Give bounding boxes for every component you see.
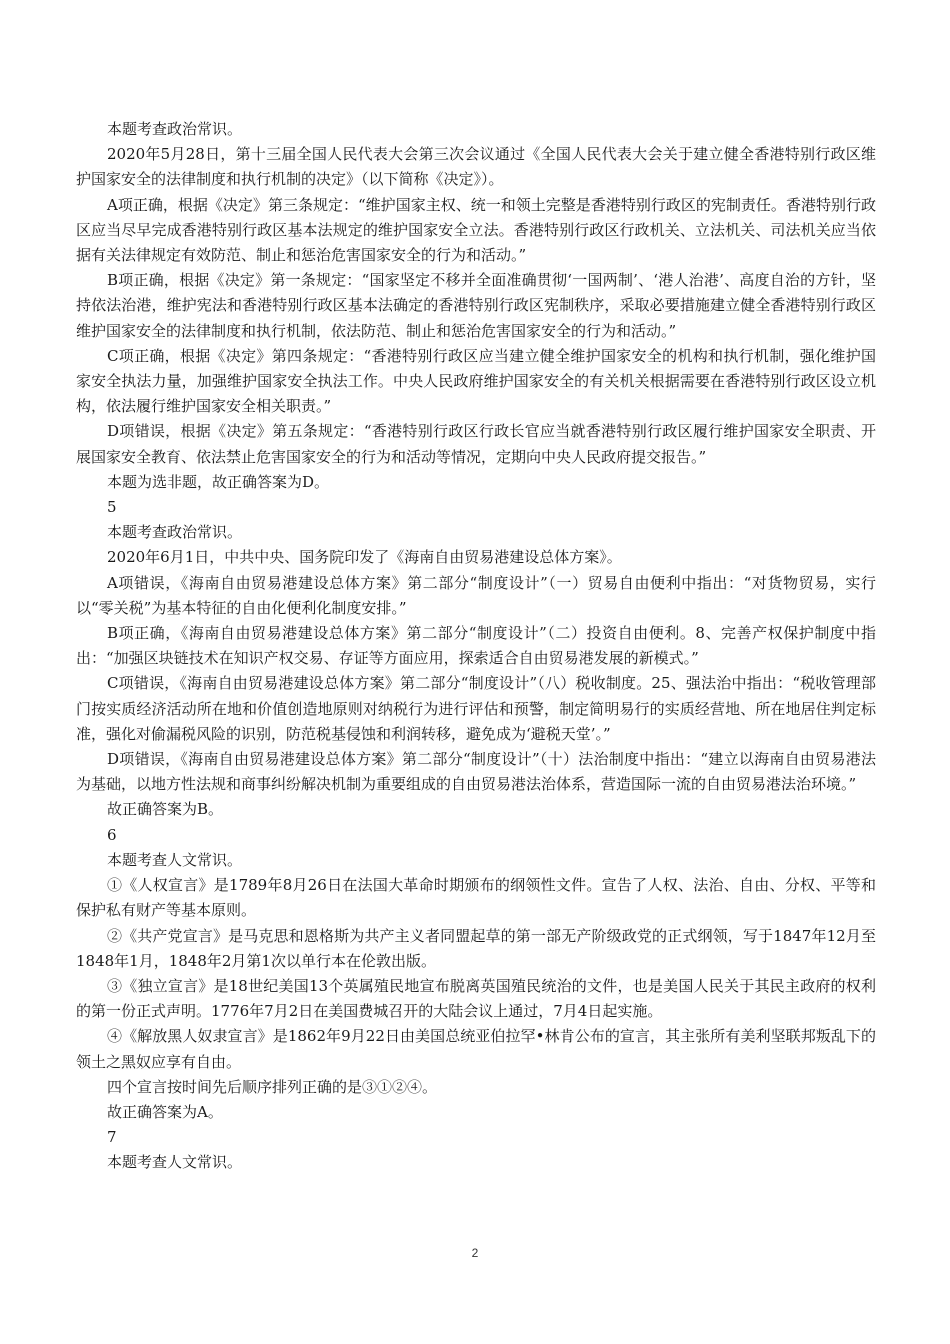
paragraph: C项错误，《海南自由贸易港建设总体方案》第二部分“制度设计”（八）税收制度。25、强法治中指出：“税收管理部门按实质经济活动所在地和价值创造地原则对纳税行为进行评估和预警，制定简明易行的实质经营地、所在地居住判定标准，强化对偷漏税风险的识别，防范税基侵蚀和利润转移，避免成为‘避税天堂’。” xyxy=(76,674,876,743)
paragraph: 本题考查人文常识。 xyxy=(107,1153,243,1172)
paragraph: B项正确，《海南自由贸易港建设总体方案》第二部分“制度设计”（二）投资自由便利。8、完善产权保护制度中指出：“加强区块链技术在知识产权交易、存证等方面应用，探索适合自由贸易港发展的新模式。” xyxy=(76,624,876,668)
paragraph: 故正确答案为A。 xyxy=(107,1102,223,1121)
paragraph: 故正确答案为B。 xyxy=(107,800,224,819)
paragraph: B项正确，根据《决定》第一条规定：“国家坚定不移并全面准确贯彻‘一国两制’、‘港人治港’、高度自治的方针，坚持依法治港，维护宪法和香港特别行政区基本法确定的香港特别行政区宪制秩序，采取必要措施建立健全香港特别行政区维护国家安全的法律制度和执行机制，依法防范、制止和惩治危害国家安全的行为和活动。” xyxy=(76,271,876,340)
paragraph: ③《独立宣言》是18世纪美国13个英属殖民地宣布脱离英国殖民统治的文件，也是美国人民关于其民主政府的权利的第一份正式声明。1776年7月2日在美国费城召开的大陆会议上通过，7月4日起实施。 xyxy=(76,976,876,1021)
question-number: 6 xyxy=(107,825,117,844)
question-number: 5 xyxy=(107,498,117,517)
paragraph: 2020年6月1日，中共中央、国务院印发了《海南自由贸易港建设总体方案》。 xyxy=(107,548,622,567)
paragraph: 四个宣言按时间先后顺序排列正确的是③①②④。 xyxy=(107,1077,438,1096)
paragraph: ②《共产党宣言》是马克思和恩格斯为共产主义者同盟起草的第一部无产阶级政党的正式纲领，写于1847年12月至1848年1月，1848年2月第1次以单行本在伦敦出版。 xyxy=(76,926,876,970)
paragraph: 本题考查政治常识。 xyxy=(107,120,243,138)
question-number: 7 xyxy=(107,1128,117,1147)
paragraph: 2020年5月28日，第十三届全国人民代表大会第三次会议通过《全国人民代表大会关于建立健全香港特别行政区维护国家安全的法律制度和执行机制的决定》（以下简称《决定》）。 xyxy=(76,145,876,189)
paragraph: ①《人权宣言》是1789年8月26日在法国大革命时期颁布的纲领性文件。宣告了人权、法治、自由、分权、平等和保护私有财产等基本原则。 xyxy=(76,876,876,920)
paragraph: A项错误，《海南自由贸易港建设总体方案》第二部分“制度设计”（一）贸易自由便利中指出：“对货物贸易，实行以“零关税”为基本特征的自由化便利化制度安排。” xyxy=(76,573,876,617)
paragraph: C项正确，根据《决定》第四条规定：“香港特别行政区应当建立健全维护国家安全的机构和执行机制，强化维护国家安全执法力量，加强维护国家安全执法工作。中央人民政府维护国家安全的有关机关根据需要在香港特别行政区设立机构，依法履行维护国家安全相关职责。” xyxy=(76,346,876,416)
paragraph: ④《解放黑人奴隶宣言》是1862年9月22日由美国总统亚伯拉罕•林肯公布的宣言，其主张所有美利坚联邦叛乱下的领土之黑奴应享有自由。 xyxy=(76,1027,876,1071)
paragraph: 本题考查政治常识。 xyxy=(107,523,243,542)
paragraph: D项错误，根据《决定》第五条规定：“香港特别行政区行政长官应当就香港特别行政区履行维护国家安全职责、开展国家安全教育、依法禁止危害国家安全的行为和活动等情况，定期向中央人民政府提交报告。” xyxy=(76,422,876,466)
paragraph: 本题考查人文常识。 xyxy=(107,850,243,869)
paragraph: 本题为选非题，故正确答案为D。 xyxy=(107,472,330,491)
document-body xyxy=(76,117,876,1176)
page-number: 2 xyxy=(471,1246,479,1260)
paragraph: A项正确，根据《决定》第三条规定：“维护国家主权、统一和领土完整是香港特别行政区的宪制责任。香港特别行政区应当尽早完成香港特别行政区基本法规定的维护国家安全立法。香港特别行政区行政机关、立法机关、司法机关应当依据有关法律规定有效防范、制止和惩治危害国家安全的行为和活动。” xyxy=(76,195,876,265)
paragraph: D项错误，《海南自由贸易港建设总体方案》第二部分“制度设计”（十）法治制度中指出：“建立以海南自由贸易港法为基础，以地方性法规和商事纠纷解决机制为重要组成的自由贸易港法治体系，营造国际一流的自由贸易港法治环境。” xyxy=(76,750,876,794)
